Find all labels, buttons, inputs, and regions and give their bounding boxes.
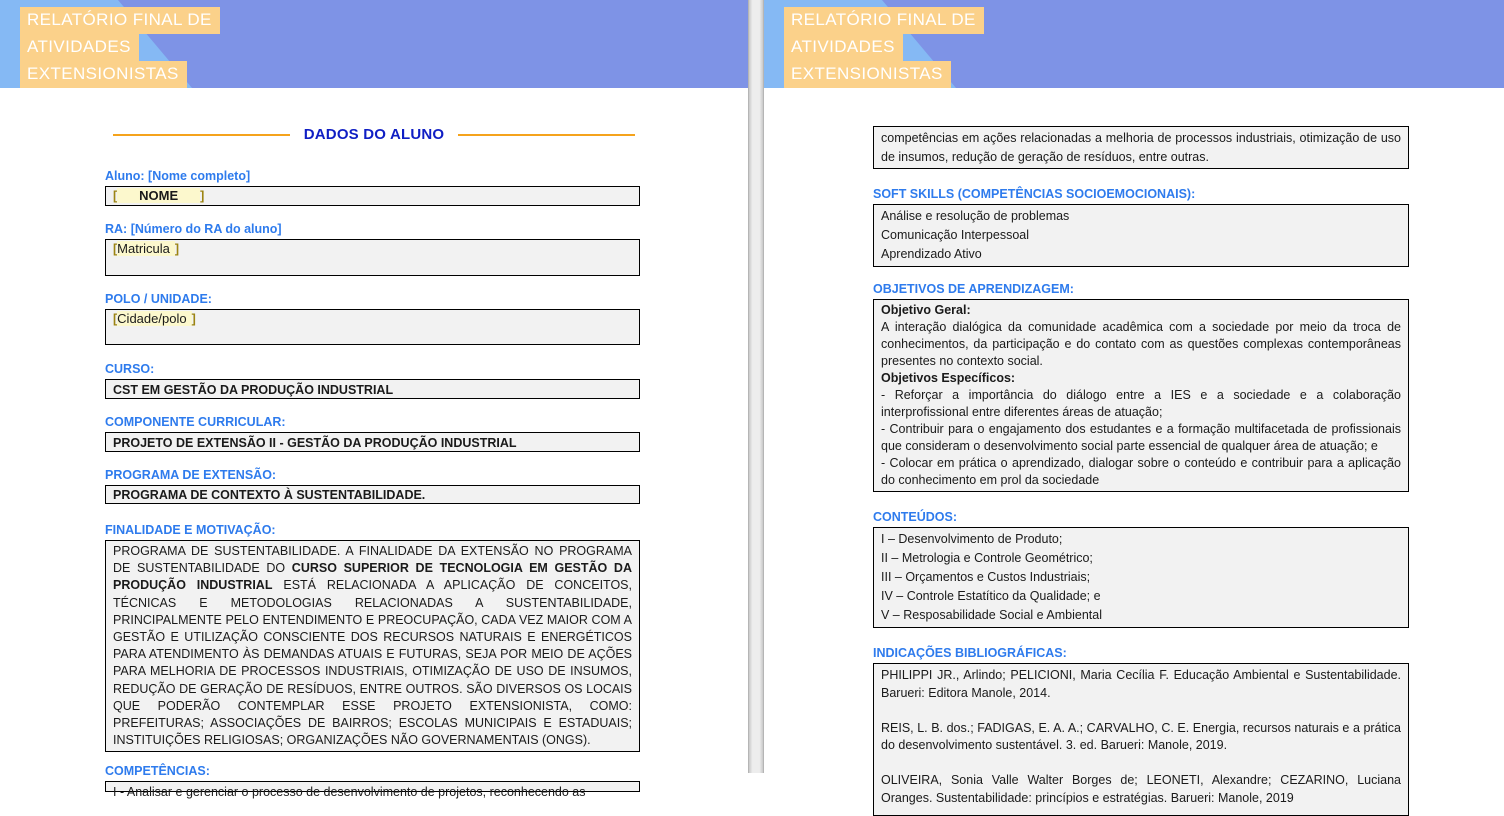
page-1-content — [0, 126, 640, 800]
report-banner — [764, 0, 1504, 88]
soft-skill-item: Aprendizado Ativo — [881, 247, 982, 261]
finalidade-group — [105, 523, 640, 752]
finalidade-text: ESTÁ RELACIONADA A APLICAÇÃO DE CONCEITOS, TÉCNICAS E METODOLOGIAS RELACIONADAS A SUSTENTABILIDADE, PRINCIPALMENTE PELO ENTENDIMENTO E PREOCUPAÇÃO, CADA VEZ MAIOR COM A GESTÃO E UTILIZAÇÃO CONSCIENTE DOS RECURSOS NATURAIS E ENERGÉTICOS PARA ATENDIMENTO ÀS DEMANDAS ATUAIS E FUTURAS, SEJA POR MEIO DE AÇÕES PARA MELHORIA DE PROCESSOS INDUSTRIAIS, OTIMIZAÇÃO DE USO DE INSUMOS, REDUÇÃO DE GERAÇÃO DE RESÍDUOS, ENTRE OUTROS. SÃO DIVERSOS OS LOCAIS QUE PODERÃO CONTEMPLAR ESSE PROJETO EXTENSIONISTA, COMO: PREFEITURAS; ASSOCIAÇÕES DE BAIRROS; ESCOLAS MUNICIPAIS E ESTADUAIS; INSTITUIÇÕES RELIGIOSAS; ORGANIZAÇÕES NÃO GOVERNAMENTAIS (ONGS). — [113, 578, 632, 748]
objetivo-especifico-item: - Reforçar a importância do diálogo entre a IES e a sociedade e a colaboração interprofissional entre diferentes áreas de atuação; — [881, 388, 1401, 419]
bracket-open: [ — [113, 242, 118, 256]
bibliografia-label: INDICAÇÕES BIBLIOGRÁFICAS: — [873, 646, 1067, 660]
bracket-close: ] — [200, 189, 205, 203]
objetivos-label: OBJETIVOS DE APRENDIZAGEM: — [873, 282, 1074, 296]
bracket-open: [ — [113, 189, 118, 203]
competencias-continuation-field: competências em ações relacionadas a melhoria de processos industriais, otimização de uso de insumos, redução de geração de resíduos, entre outras. — [873, 126, 1409, 169]
objetivo-geral-text: A interação dialógica da comunidade acadêmica com a sociedade por meio da troca de conhecimentos, da participação e do contato com as questões complexas contemporâneas presentes no contexto social. — [881, 320, 1401, 368]
objetivo-geral-title: Objetivo Geral: — [881, 303, 971, 317]
bracket-close: ] — [191, 312, 196, 326]
section-title-dados-do-aluno: DADOS DO ALUNO — [303, 126, 445, 143]
componente-field: PROJETO DE EXTENSÃO II - GESTÃO DA PRODUÇÃO INDUSTRIAL — [105, 432, 640, 452]
curso-field: CST EM GESTÃO DA PRODUÇÃO INDUSTRIAL — [105, 379, 640, 399]
nome-placeholder[interactable]: NOME — [117, 188, 200, 203]
bracket-close: ] — [174, 242, 180, 256]
cidade-polo-placeholder[interactable]: Cidade/polo — [117, 311, 191, 326]
soft-skills-group — [873, 187, 1409, 267]
conteudos-label: CONTEÚDOS: — [873, 510, 958, 524]
soft-skill-item: Comunicação Interpessoal — [881, 228, 1029, 242]
conteudo-item: IV – Controle Estatítico da Qualidade; e — [881, 589, 1101, 603]
programa-field: PROGRAMA DE CONTEXTO À SUSTENTABILIDADE. — [105, 485, 640, 504]
banner-title-line-1: RELATÓRIO FINAL DE — [784, 7, 984, 34]
objetivos-field — [873, 299, 1409, 492]
polo-group — [105, 292, 640, 345]
aluno-group — [105, 169, 640, 206]
title-rule-right — [458, 134, 635, 136]
banner-title-line-2: ATIVIDADES — [784, 34, 903, 61]
ra-group — [105, 222, 640, 276]
conteudo-item: V – Resposabilidade Social e Ambiental — [881, 608, 1102, 622]
aluno-field[interactable] — [105, 186, 640, 206]
banner-title — [784, 7, 984, 88]
bibliografia-field — [873, 663, 1409, 816]
banner-title-line-1: RELATÓRIO FINAL DE — [20, 7, 220, 34]
objetivos-especificos-title: Objetivos Específicos: — [881, 371, 1016, 385]
objetivo-especifico-item: - Contribuir para o engajamento dos estudantes e a formação multifacetada de profissionais que consideram o desenvolvimento social parte essencial de qualquer área de atuação; e — [881, 422, 1401, 453]
banner-title-line-3: EXTENSIONISTAS — [20, 61, 187, 88]
bracket-open: [ — [113, 312, 118, 326]
componente-label: COMPONENTE CURRICULAR: — [105, 415, 286, 429]
conteudo-item: II – Metrologia e Controle Geométrico; — [881, 551, 1093, 565]
polo-field[interactable] — [105, 309, 640, 345]
soft-skills-field — [873, 204, 1409, 267]
conteudos-field — [873, 527, 1409, 628]
competencias-field: I - Analisar e gerenciar o processo de desenvolvimento de projetos, reconhecendo as — [105, 781, 640, 792]
objetivos-group — [873, 282, 1409, 492]
objetivo-especifico-item: - Colocar em prática o aprendizado, dialogar sobre o conteúdo e contribuir para a aplicação do conhecimento em prol da sociedade — [881, 456, 1401, 487]
conteudo-item: III – Orçamentos e Custos Industriais; — [881, 570, 1091, 584]
conteudo-item: I – Desenvolvimento de Produto; — [881, 532, 1063, 546]
bibliografia-entry: PHILIPPI JR., Arlindo; PELICIONI, Maria Cecília F. Educação Ambiental e Sustentabilidade. Barueri: Editora Manole, 2014. — [881, 668, 1401, 700]
banner-title — [20, 7, 220, 88]
report-banner — [0, 0, 748, 88]
programa-label: PROGRAMA DE EXTENSÃO: — [105, 468, 277, 482]
bibliografia-entry: OLIVEIRA, Sonia Valle Walter Borges de; LEONETI, Alexandre; CEZARINO, Luciana Oranges. Sustentabilidade: princípios e estratégias. Barueri: Manole, 2019 — [881, 773, 1401, 805]
bibliografia-group — [873, 646, 1409, 816]
banner-title-line-2: ATIVIDADES — [20, 34, 139, 61]
polo-label: POLO / UNIDADE: — [105, 292, 212, 306]
ra-label: RA: [Número do RA do aluno] — [105, 222, 282, 236]
competencias-group — [105, 764, 640, 800]
competencias-continuation-group — [873, 126, 1409, 169]
curso-label: CURSO: — [105, 362, 155, 376]
aluno-label: Aluno: [Nome completo] — [105, 169, 251, 183]
componente-group — [105, 415, 640, 452]
matricula-placeholder[interactable]: Matricula — [117, 241, 175, 256]
title-rule-left — [113, 134, 290, 136]
banner-title-line-3: EXTENSIONISTAS — [784, 61, 951, 88]
soft-skills-label: SOFT SKILLS (COMPETÊNCIAS SOCIOEMOCIONAIS): — [873, 187, 1196, 201]
page-gap — [748, 0, 764, 773]
section-title-row — [113, 126, 635, 143]
finalidade-text: PROGRAMA DE SUSTENTABILIDADE. A FINALIDADE DA EXTENSÃO NO PROGRAMA DE SUSTENTABILIDADE DO — [113, 544, 632, 576]
competencias-label: COMPETÊNCIAS: — [105, 764, 210, 779]
page-2-content — [764, 126, 1409, 816]
finalidade-field — [105, 540, 640, 752]
curso-group — [105, 362, 640, 399]
conteudos-group — [873, 510, 1409, 628]
programa-group — [105, 468, 640, 504]
finalidade-label: FINALIDADE E MOTIVAÇÃO: — [105, 523, 276, 537]
soft-skill-item: Análise e resolução de problemas — [881, 209, 1070, 223]
bibliografia-entry: REIS, L. B. dos.; FADIGAS, E. A. A.; CARVALHO, C. E. Energia, recursos naturais e a prática do desenvolvimento sustentável. 3. ed. Barueri: Manole, 2019. — [881, 720, 1401, 752]
page-1 — [0, 0, 748, 800]
finalidade-text-bold: CURSO SUPERIOR DE TECNOLOGIA EM GESTÃO DA PRODUÇÃO INDUSTRIAL — [113, 561, 632, 593]
page-2 — [764, 0, 1504, 805]
ra-field[interactable] — [105, 239, 640, 276]
